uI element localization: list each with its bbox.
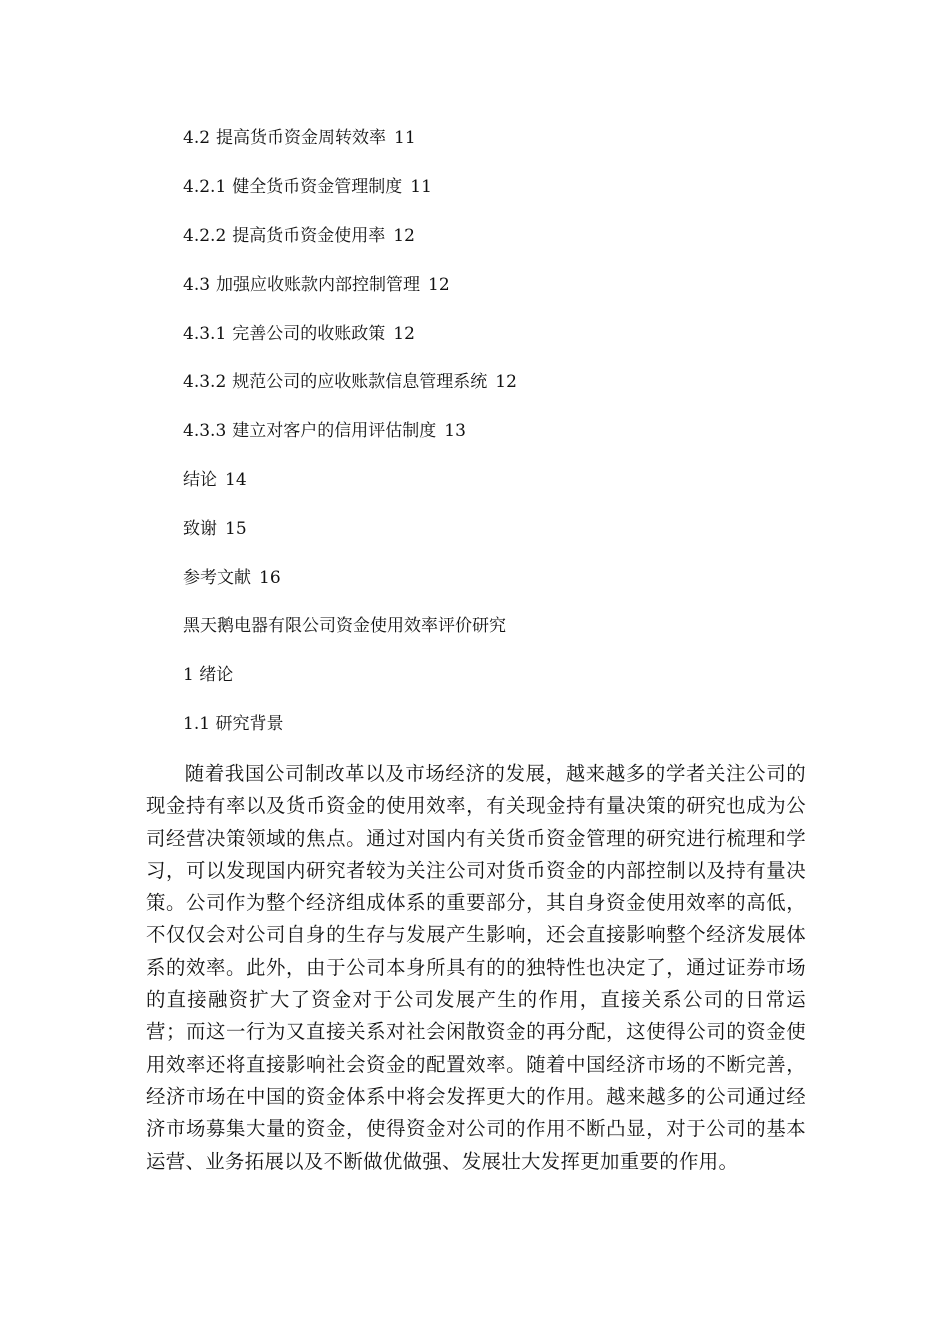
toc-number: 4.2 [183,128,211,148]
toc-number: 4.3.3 [183,421,227,442]
toc-page-number: 11 [410,176,432,197]
toc-page-number: 15 [225,519,247,540]
body-paragraph: 随着我国公司制改革以及市场经济的发展，越来越多的学者关注公司的现金持有率以及货币资金的使用效率，有关现金持有量决策的研究也成为公司经营决策领域的焦点。通过对国内有关货币资金管理的研究进行梳理和学习，可以发现国内研究者较为关注公司对货币资金的内部控制以及持有量决策。公司作为整个经济组成体系的重要部分，其自身资金使用效率的高低，不仅仅会对公司自身的生存与发展产生影响，还会直接影响整个经济发展体系的效率。此外，由于公司本身所具有的的独特性也决定了，通过证券市场的直接融资扩大了资金对于公司发展产生的作用，直接关系公司的日常运营；而这一行为又直接关系对社会闲散资金的再分配，这使得公司的资金使用效率还将直接影响社会资金的配置效率。随着中国经济市场的不断完善，经济市场在中国的资金体系中将会发挥更大的作用。越来越多的公司通过经济市场募集大量的资金，使得资金对公司的作用不断凸显，对于公司的基本运营、业务拓展以及不断做优做强、发展壮大发挥更加重要的作用。 [146,762,806,1173]
toc-page-number: 13 [444,421,466,442]
toc-title: 致谢 [183,519,217,540]
toc-page-number: 12 [428,274,450,295]
toc-page-number: 14 [225,470,247,491]
toc-number: 4.3.2 [183,372,227,393]
toc-entry [183,368,517,417]
chapter-heading: 1 绪论 [183,664,234,685]
toc-number: 4.2.1 [183,176,227,197]
toc-entry [183,466,517,515]
toc-entry [183,222,517,271]
toc-entry [183,320,517,369]
toc-entry [183,271,517,320]
toc-number: 4.2.2 [183,225,227,246]
toc-page-number: 12 [393,225,415,246]
toc-title: 结论 [183,470,217,491]
table-of-contents [183,124,517,613]
toc-title: 规范公司的应收账款信息管理系统 [232,372,488,393]
toc-number: 4.3.1 [183,323,227,344]
toc-title: 完善公司的收账政策 [232,323,386,344]
toc-entry [183,124,517,173]
toc-title: 提高货币资金使用率 [232,225,386,246]
section-heading: 1.1 研究背景 [183,713,284,734]
toc-page-number: 12 [495,372,517,393]
toc-page-number: 16 [259,568,281,589]
toc-number: 4.3 [183,274,211,295]
toc-title: 提高货币资金周转效率 [216,128,387,148]
toc-entry [183,564,517,613]
toc-title: 健全货币资金管理制度 [232,176,403,197]
toc-title: 建立对客户的信用评估制度 [232,421,437,442]
toc-entry [183,515,517,564]
toc-entry [183,417,517,466]
toc-title: 加强应收账款内部控制管理 [216,274,421,295]
toc-title: 参考文献 [183,568,251,589]
toc-entry [183,173,517,222]
toc-page-number: 11 [394,128,416,148]
heading-group [183,612,506,759]
document-title: 黑天鹅电器有限公司资金使用效率评价研究 [183,616,506,636]
toc-page-number: 12 [393,323,415,344]
